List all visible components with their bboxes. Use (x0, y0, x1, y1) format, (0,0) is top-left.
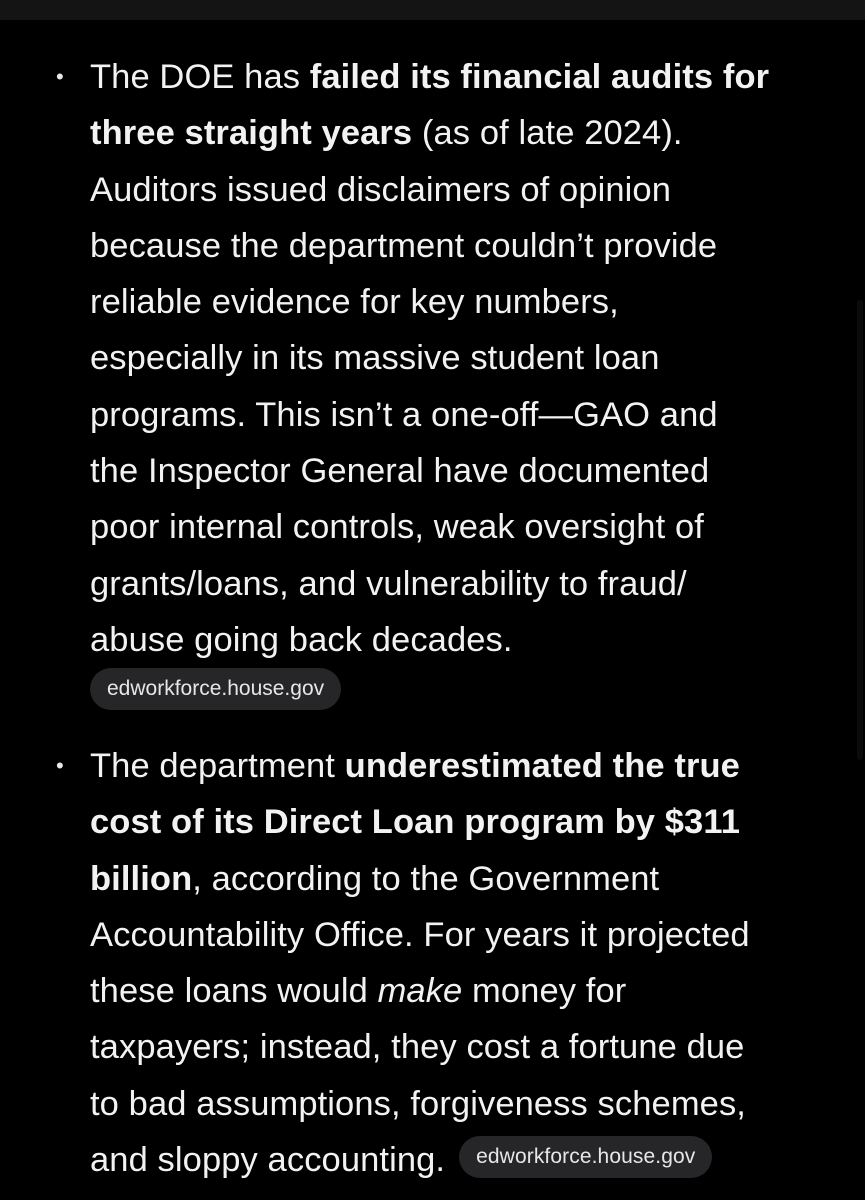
bold-text-run: three straight years (90, 114, 413, 153)
italic-text-run: make (377, 972, 463, 1011)
bold-text-run: failed its financial audits for (309, 58, 770, 96)
text-run: The DOE has (90, 58, 310, 96)
text-line: poor internal controls, weak oversight of (90, 508, 704, 547)
bullet-text (90, 738, 835, 1188)
text-run: money for (462, 972, 627, 1011)
text-line: grants/loans, and vulnerability to fraud/ (90, 564, 687, 603)
scrollbar-track[interactable] (857, 300, 863, 760)
text-line: programs. This isn’t a one-off—GAO and (90, 395, 718, 434)
text-run: The department (90, 747, 345, 785)
bullet-dot: • (56, 64, 64, 89)
text-line: to bad assumptions, forgiveness schemes, (90, 1084, 746, 1123)
text-run: (as of late 2024). (412, 114, 683, 153)
bullet-text (90, 49, 835, 668)
bold-text-run: cost of its Direct Loan program by $311 (90, 803, 740, 842)
text-line: especially in its massive student loan (90, 339, 660, 378)
text-run: and sloppy accounting. (90, 1141, 446, 1180)
bullet-dot: • (56, 753, 64, 778)
text-line: abuse going back decades. (90, 620, 513, 659)
text-line: Auditors issued disclaimers of opinion (90, 170, 672, 209)
bold-text-run: billion (90, 859, 193, 898)
text-line: because the department couldn’t provide (90, 226, 718, 265)
bold-text-run: underestimated the true (344, 747, 740, 785)
source-chip-wrapper (90, 668, 341, 710)
source-chip[interactable]: edworkforce.house.gov (90, 668, 341, 710)
text-run: , according to the Government (192, 859, 660, 898)
text-line: reliable evidence for key numbers, (90, 283, 619, 322)
text-line: taxpayers; instead, they cost a fortune due (90, 1028, 745, 1067)
text-line: Accountability Office. For years it projected (90, 915, 750, 954)
source-chip[interactable]: edworkforce.house.gov (459, 1136, 712, 1178)
text-run: these loans would (90, 972, 378, 1011)
text-line: the Inspector General have documented (90, 452, 710, 491)
